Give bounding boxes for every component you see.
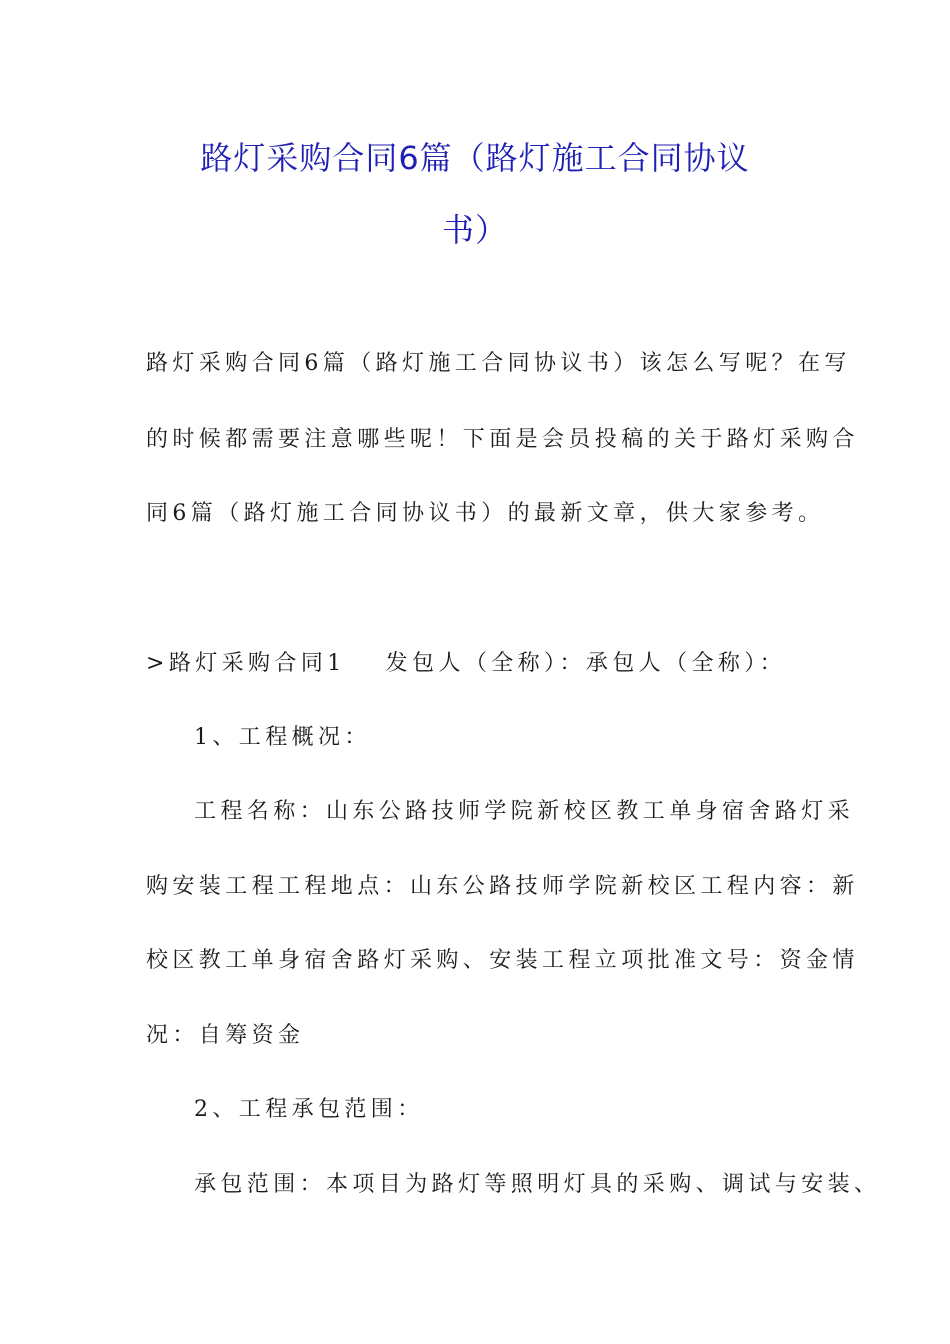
intro-line-2: 的时候都需要注意哪些呢！下面是会员投稿的关于路灯采购合: [146, 427, 859, 452]
item2-heading: 2、工程承包范围：: [194, 1097, 424, 1122]
parties-line: 发包人（全称）：承包人（全称）：: [385, 651, 787, 676]
item1-body-line-1: 工程名称：山东公路技师学院新校区教工单身宿舍路灯采: [194, 799, 855, 824]
section-heading: >路灯采购合同1: [146, 651, 346, 676]
item2-body-line-1: 承包范围：本项目为路灯等照明灯具的采购、调试与安装、: [194, 1172, 881, 1197]
item1-body-line-4: 况：自筹资金: [146, 1023, 305, 1048]
document-title-line-1: 路灯采购合同6篇（路灯施工合同协议: [200, 139, 750, 177]
intro-line-3: 同6篇（路灯施工合同协议书）的最新文章，供大家参考。: [146, 501, 825, 526]
item1-body-line-2: 购安装工程工程地点：山东公路技师学院新校区工程内容：新: [146, 874, 859, 899]
item1-heading: 1、工程概况：: [194, 725, 371, 750]
item1-body-line-3: 校区教工单身宿舍路灯采购、安装工程立项批准文号：资金情: [146, 948, 859, 973]
document-title-line-2: 书）: [441, 211, 508, 249]
section-heading-row: [146, 646, 786, 677]
intro-line-1: 路灯采购合同6篇（路灯施工合同协议书）该怎么写呢？在写: [146, 351, 851, 376]
